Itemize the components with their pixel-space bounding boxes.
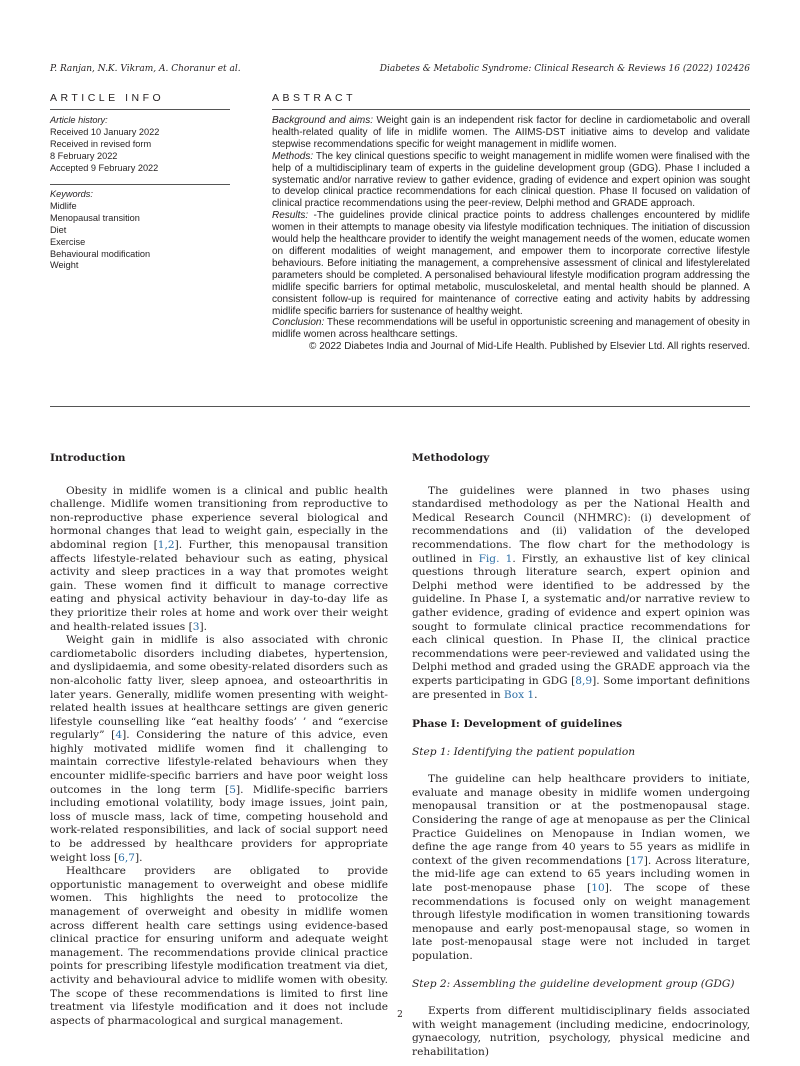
running-header-authors: P. Ranjan, N.K. Vikram, A. Choranur et al. bbox=[50, 64, 241, 74]
intro-paragraph: Healthcare providers are obligated to provide opportunistic management to overweight and obese midlife women. This highlights the need to protocolize the management of overweight and obesity in midlife women across different health care settings using evidence-based clinical practice for ensuring uniform and adequate weight management. The recommendations provide clinical practice points for prescribing lifestyle modification treatment via diet, activity and behavioural advice to midlife women with obesity. The scope of these recommendations is limited to first line treatment via lifestyle modification and it does not include aspects of pharmacological and surgical management. bbox=[50, 865, 388, 1027]
page-number: 2 bbox=[397, 1010, 403, 1020]
methodology-heading: Methodology bbox=[412, 452, 490, 464]
box-link[interactable]: Box 1 bbox=[503, 688, 535, 701]
abstract-methods bbox=[272, 151, 750, 211]
article-info-rule-top bbox=[50, 109, 230, 110]
history-item: Accepted 9 February 2022 bbox=[50, 162, 159, 173]
figure-link[interactable]: Fig. 1 bbox=[478, 552, 513, 565]
right-column bbox=[412, 452, 750, 1060]
history-item: 8 February 2022 bbox=[50, 150, 118, 161]
text: ]. bbox=[134, 851, 143, 864]
conclusion-label: Conclusion: bbox=[272, 317, 325, 329]
left-column bbox=[50, 452, 388, 1028]
text: The guidelines were planned in two phases using standardised methodology as per the National Health and Medical Research Council (NHMRC): (i) development of recommendations and (ii) validation of the developed recommendations. The flow chart for the methodology is outlined in bbox=[412, 484, 750, 565]
methodology-paragraph bbox=[412, 485, 750, 703]
keyword-item: Diet bbox=[50, 224, 67, 235]
article-info-heading: ARTICLE INFO bbox=[50, 92, 165, 104]
citation-link[interactable]: 3 bbox=[192, 620, 200, 633]
citation-link[interactable]: 1,2 bbox=[157, 538, 175, 551]
text: ]. Across literature, the mid-life age can extend to 65 years including women in late post-menopause phase [ bbox=[412, 854, 750, 895]
methods-label: Methods: bbox=[272, 150, 314, 162]
front-matter-rule-bottom bbox=[50, 406, 750, 407]
abstract-results bbox=[272, 210, 750, 317]
text: ]. The scope of these recommendations is focused only on weight management through lifestyle modification in women transitioning towards menopause and early post-menopausal stage, so women in late post-menopausal stage were not included in target population. bbox=[412, 882, 751, 962]
text: The guideline can help healthcare providers to initiate, evaluate and manage obesity in midlife women undergoing menopausal transition or at the postmenopausal stage. Considering the range of age at menopause as per the Clinical Practice Guidelines on Menopause in Indian women, we define the age range from 40 years to 55 years as midlife in context of the given recommendations [ bbox=[412, 773, 750, 867]
introduction-heading: Introduction bbox=[50, 452, 126, 464]
step2-paragraph: Experts from different multidisciplinary fields associated with weight management (including medicine, endocrinology, gynaecology, nutrition, psychology, physical medicine and rehabilitation) bbox=[412, 1005, 750, 1058]
text: Obesity in midlife women is a clinical and public health challenge. Midlife women transitioning from reproductive to non-reproductive phase experience several biological and hormonal changes that lead to weight gain, especially in the abdominal region [ bbox=[50, 484, 388, 551]
keyword-item: Menopausal transition bbox=[50, 212, 140, 223]
keyword-item: Midlife bbox=[50, 200, 77, 211]
background-text: Weight gain is an independent risk factor for decline in cardiometabolic and overall health-related quality of life in midlife women. The AIIMS-DST initiative aims to develop and validate stepwise recommendations specific for weight management in midlife women. bbox=[272, 115, 750, 150]
text: Weight gain in midlife is also associated with chronic cardiometabolic disorders including diabetes, hypertension, and dyslipidaemia, and some obesity-related disorders such as non-alcoholic fatty liver, sleep apnoea, and osteoarthritis in later years. Generally, midlife women presenting with weight-related health issues at healthcare settings are given generic lifestyle counselling like “eat healthy foods’ ’ and “exercise regularly” [ bbox=[50, 634, 388, 742]
article-history bbox=[50, 115, 230, 175]
keywords-label: Keywords: bbox=[50, 189, 93, 199]
abstract-conclusion bbox=[272, 317, 750, 341]
intro-paragraph bbox=[50, 485, 388, 635]
keywords bbox=[50, 189, 230, 272]
text: ]. Midlife-specific barriers including emotional volatility, body image issues, joint pain, loss of muscle mass, lack of time, competing household and work-related responsibilities, and lack of social support need to be addressed by healthcare providers for appropriate weight loss [ bbox=[50, 783, 388, 864]
article-info-divider bbox=[50, 184, 230, 185]
citation-link[interactable]: 4 bbox=[115, 729, 123, 742]
citation-link[interactable]: 17 bbox=[630, 854, 644, 867]
results-text: -The guidelines provide clinical practice points to address challenges encountered by midlife women in their attempts to manage obesity via lifestyle modification techniques. The initiation of discussion would help the healthcare provider to identify the weight management needs of the women, educate women on different modalities of weight management, and empower them to incorporate corrective lifestyle behaviours. Before initiating the management, a comprehensive assessment of clinical and lifestylerelated parameters should be completed. A personalised behavioural lifestyle modification program addressing the midlife specific barriers for optimal metabolic, musculoskeletal, and mental health should be planned. A consistent follow-up is required for maintenance of corrective eating and activity habits by addressing midlife specific barriers for sustenance of healthy weight. bbox=[272, 210, 750, 317]
step1-paragraph bbox=[412, 773, 750, 963]
keyword-item: Behavioural modification bbox=[50, 248, 151, 259]
keyword-item: Weight bbox=[50, 260, 79, 271]
conclusion-text: These recommendations will be useful in opportunistic screening and management of obesity in midlife women across healthcare settings. bbox=[272, 317, 750, 341]
intro-paragraph bbox=[50, 634, 388, 865]
running-header-journal: Diabetes & Metabolic Syndrome: Clinical Research & Reviews 16 (2022) 102426 bbox=[379, 64, 750, 74]
abstract-body bbox=[272, 115, 750, 353]
abstract-heading: ABSTRACT bbox=[272, 92, 357, 104]
text: ]. Some important definitions are presented in bbox=[412, 674, 750, 701]
results-label: Results: bbox=[272, 210, 309, 222]
phase1-heading: Phase I: Development of guidelines bbox=[412, 718, 623, 731]
copyright-notice: © 2022 Diabetes India and Journal of Mid-Life Health. Published by Elsevier Ltd. All rights reserved. bbox=[309, 341, 750, 353]
step1-heading: Step 1: Identifying the patient population bbox=[412, 745, 636, 758]
text: ]. Further, this menopausal transition affects lifestyle-related behaviour such as eating, physical activity and sleep practices in a way that promotes weight gain. These women find it difficult to manage corrective eating and physical activity behaviour in day-to-day life as they prioritize their roles at home and work over their weight and health-related issues [ bbox=[50, 538, 388, 633]
methods-text: The key clinical questions specific to weight management in midlife women were finalised with the help of a multidisciplinary team of experts in the guideline development group (GDG). Phase I included a systematic and/or narrative review to gather evidence, grading of evidence and expert opinion was sought to develop clinical practice recommendations for each clinical question. Phase II focused on validation of clinical practice recommendations using the peer-review, Delphi method and GRADE approach. bbox=[272, 150, 750, 210]
keyword-item: Exercise bbox=[50, 236, 86, 247]
abstract-rule-top bbox=[272, 109, 750, 110]
citation-link[interactable]: 8,9 bbox=[575, 674, 593, 687]
history-item: Received 10 January 2022 bbox=[50, 126, 160, 137]
text: . Firstly, an exhaustive list of key clinical questions through literature search, expert opinion and Delphi method were identified to be addressed by the guideline. In Phase I, a systematic and/or narrative review to gather evidence, grading of evidence and expert opinion was sought to formulate clinical practice recommendations for each clinical question. In Phase II, the clinical practice recommendations were peer-reviewed and validated using the Delphi method and graded using the GRADE approach via the experts participating in GDG [ bbox=[412, 552, 751, 687]
history-item: Received in revised form bbox=[50, 138, 152, 149]
citation-link[interactable]: 6,7 bbox=[118, 851, 135, 864]
step2-heading: Step 2: Assembling the guideline development group (GDG) bbox=[412, 977, 735, 990]
background-label: Background and aims: bbox=[272, 115, 373, 126]
text: . bbox=[534, 688, 538, 701]
citation-link[interactable]: 10 bbox=[591, 882, 605, 895]
citation-link[interactable]: 5 bbox=[229, 783, 236, 796]
article-history-label: Article history: bbox=[50, 115, 108, 125]
text: ]. Considering the nature of this advice, even highly motivated midlife women find it challenging to maintain corrective lifestyle-related behaviours when they encounter midlife-specific barriers and have poor weight loss outcomes in the long term [ bbox=[50, 729, 388, 796]
text: ]. bbox=[199, 620, 208, 633]
abstract-background bbox=[272, 115, 750, 151]
